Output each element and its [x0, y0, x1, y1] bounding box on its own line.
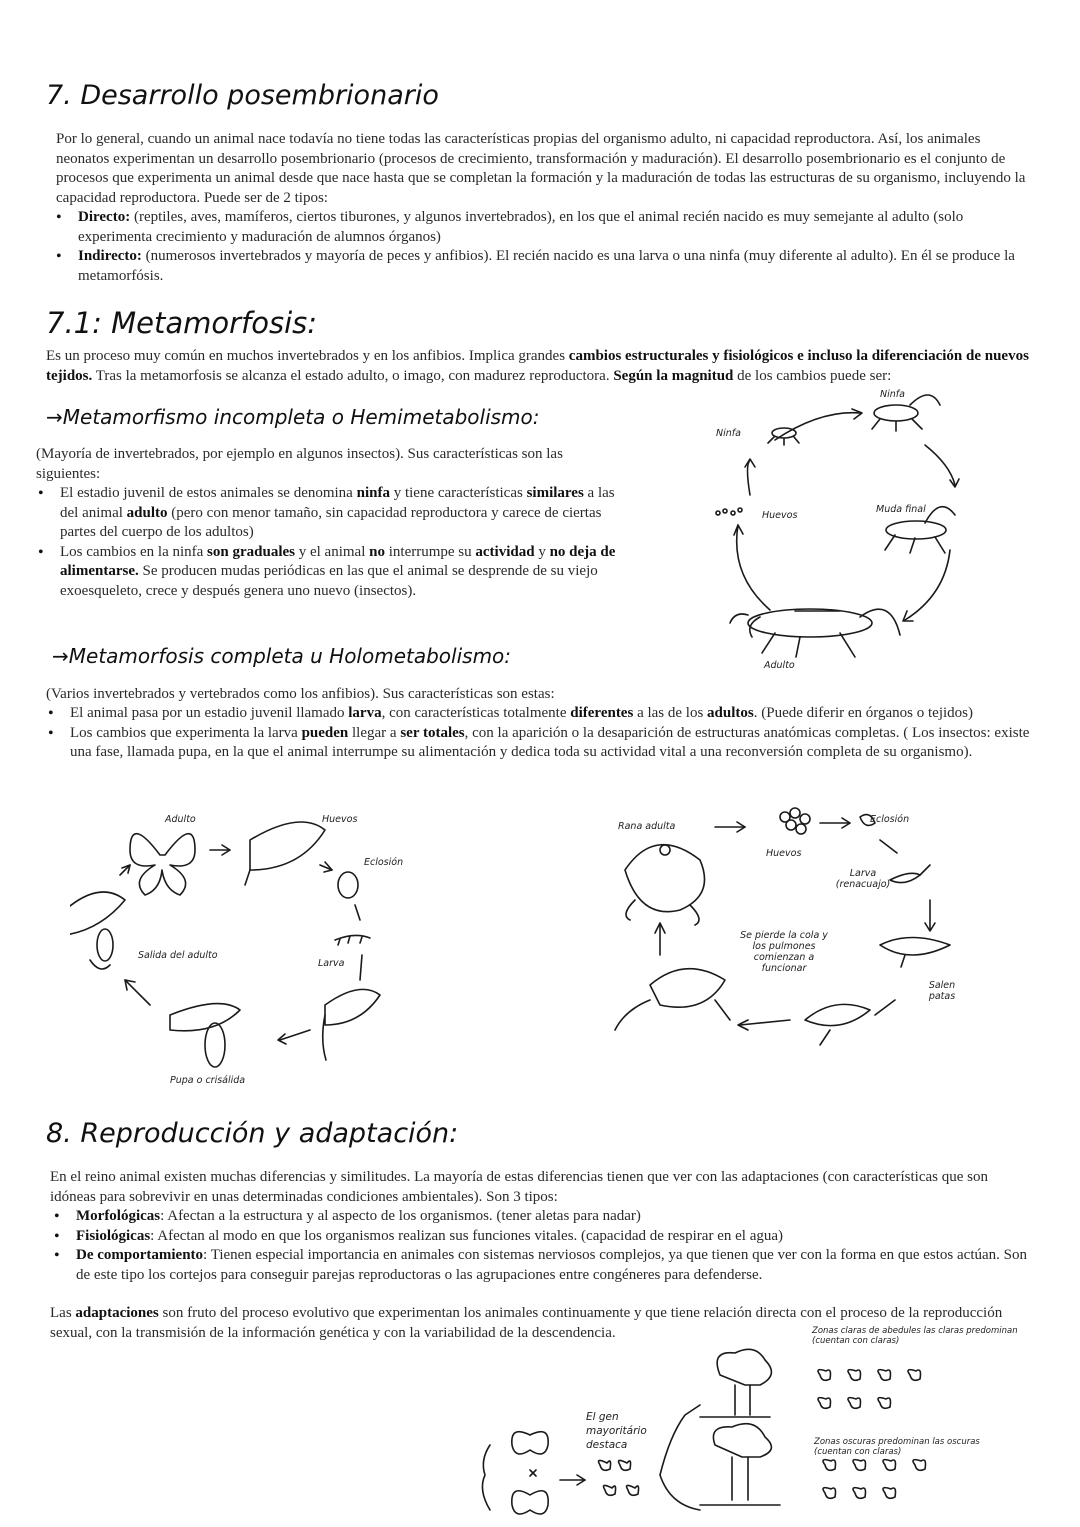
nymph-top-icon: [872, 395, 940, 431]
caterpillar-icon: [335, 935, 370, 945]
section-7-1-heading: 7.1: Metamorfosis:: [46, 306, 318, 340]
label-adulto: Adulto: [764, 660, 795, 671]
list-item-larva: • El animal pasa por un estadio juvenil llamado larva, con características totalmente diferentes a las de los adultos. (Puede diferir en órganos o tejidos): [44, 704, 1036, 724]
young-frog-icon: [615, 969, 730, 1030]
section-8-heading: 8. Reproducción y adaptación:: [46, 1118, 459, 1149]
list-item-morfologicas: • Morfológicas: Afectan a la estructura y al aspecto de los organismos. (tener aletas para nadar): [50, 1207, 1035, 1227]
label-zonas-oscuras: Zonas oscuras predominan las oscuras (cuentan con claras): [814, 1437, 980, 1457]
development-types-list: [52, 208, 1036, 286]
label-muda-final: Muda final: [876, 504, 926, 515]
leaf-caterpillar-icon: [323, 989, 380, 1060]
tree-dark-icon: [700, 1424, 780, 1505]
list-item-cambios-totales: • Los cambios que experimenta la larva pueden llegar a ser totales, con la aparición o la desaparición de estructuras anatómicas completas. ( Los insectos: existe una fase, llamada pupa, en la que el animal interrumpe su alimentación y dedica toda su actividad vital a una reconversión completa de su organismo).: [44, 724, 1036, 763]
tree-light-icon: [700, 1349, 771, 1417]
incomplete-metamorphosis-heading: →Metamorfismo incompleta o Hemimetabolismo:: [46, 405, 540, 429]
complete-features-list: [44, 704, 1036, 763]
leaf-eggs-icon: [245, 822, 325, 885]
adult-butterfly-icon: [130, 834, 195, 895]
label-frog-huevos: Huevos: [766, 848, 802, 859]
label-zonas-claras: Zonas claras de abedules las claras predominan (cuentan con claras): [812, 1326, 1018, 1346]
eggs-icon: [716, 508, 742, 515]
label-frog-eclosion: Eclosión: [870, 814, 910, 825]
complete-metamorphosis-heading: →Metamorfosis completa u Holometabolismo:: [52, 644, 512, 668]
label-frog-pierde: Se pierde la cola y los pulmones comienzan a funcionar: [740, 930, 828, 974]
adult-frog-icon: [625, 845, 705, 925]
label-ninfa-left: Ninfa: [716, 428, 741, 439]
pupa-icon: [170, 1004, 240, 1067]
froglet-icon: [805, 1004, 870, 1045]
label-ninfa-top: Ninfa: [880, 389, 905, 400]
section-8-paragraph: En el reino animal existen muchas diferencias y similitudes. La mayoría de estas diferencias tienen que ver con las adaptaciones (con características que son idóneas para sobrevivir en unas determinadas condiciones ambientales). Son 3 tipos:: [50, 1169, 988, 1205]
complete-intro: (Varios invertebrados y vertebrados como los anfibios). Sus características son estas:: [46, 686, 555, 702]
label-butterfly-larva: Larva: [318, 958, 345, 969]
moth-dark-icon: [512, 1491, 548, 1514]
list-item-directo: • Directo: (reptiles, aves, mamíferos, ciertos tiburones, y algunos invertebrados), en los que el animal recién nacido es muy semejante al adulto (solo experimenta crecimiento y maduración de alumnos órganos): [52, 208, 1036, 247]
label-butterfly-pupa: Pupa o crisálida: [170, 1075, 246, 1086]
list-item-fisiologicas: • Fisiológicas: Afectan al modo en que los organismos realizan sus funciones vitales. (capacidad de respirar en el agua): [50, 1227, 1035, 1247]
label-frog-rana: Rana adulta: [618, 821, 676, 832]
moth-light-icon: [512, 1432, 548, 1454]
tadpole-legs-icon: [880, 938, 950, 968]
emerging-adult-icon: [70, 892, 125, 969]
label-butterfly-salida: Salida del adulto: [138, 950, 218, 961]
section-7-heading: 7. Desarrollo posembrionario: [46, 80, 439, 111]
adaptation-diagram: [470, 1345, 1010, 1525]
moth-group-offspring-icon: [599, 1460, 639, 1495]
incomplete-intro: (Mayoría de invertebrados, por ejemplo en algunos insectos). Sus características son las siguientes:: [36, 446, 563, 482]
nymph-left-icon: [768, 428, 799, 445]
adult-grasshopper-icon: [730, 609, 900, 657]
label-frog-larva: Larva (renacuajo): [835, 868, 891, 890]
light-zone-moths-icon: [818, 1370, 921, 1409]
butterfly-cycle-diagram: [70, 810, 410, 1090]
list-item-cambios-graduales: • Los cambios en la ninfa son graduales y el animal no interrumpe su actividad y no deja de alimentarse. Se producen mudas periódicas en las que el animal se desprende de su viejo exoesqueleto, crece y después genera uno nuevo (insectos).: [34, 543, 624, 602]
list-item-comportamiento: • De comportamiento: Tienen especial importancia en animales con sistemas nerviosos complejos, ya que tienen que ver con la forma en que estos actúan. Son de este tipo los cortejos para conseguir parejas reproductoras o las agrupaciones entre congéneres para defenderse.: [50, 1246, 1035, 1285]
section-7-1-paragraph: Es un proceso muy común en muchos invertebrados y en los anfibios. Implica grandes cambios estructurales y fisiológicos e incluso la diferenciación de nuevos tejidos. Tras la metamorfosis se alcanza el estado adulto, o imago, con madurez reproductora. Según la magnitud de los cambios puede ser:: [46, 348, 1029, 384]
dark-zone-moths-icon: [823, 1460, 926, 1499]
label-gen-mayoritario: El gen mayoritário destaca: [586, 1411, 647, 1451]
label-frog-salen: Salen patas: [928, 980, 956, 1002]
hemimetabolism-cycle-diagram: [700, 385, 1030, 675]
list-item-indirecto: • Indirecto: (numerosos invertebrados y mayoría de peces y anfibios). El recién nacido es una larva o una ninfa (muy diferente al adulto). En él se produce la metamorfósis.: [52, 247, 1036, 286]
frog-eggs-icon: [780, 808, 810, 834]
adaptation-types-list: [50, 1207, 1035, 1285]
label-huevos: Huevos: [762, 510, 798, 521]
label-butterfly-eclosion: Eclosión: [364, 857, 404, 868]
label-butterfly-adulto: Adulto: [165, 814, 196, 825]
section-8-adaptations-paragraph: Las adaptaciones son fruto del proceso evolutivo que experimentan los animales continuamente y que tiene relación directa con el proceso de la reproducción sexual, con la transmisión de la información genética y con la variabilidad de la descendencia.: [50, 1305, 1003, 1341]
label-butterfly-huevos: Huevos: [322, 814, 358, 825]
incomplete-features-list: [34, 484, 624, 601]
section-7-paragraph: Por lo general, cuando un animal nace todavía no tiene todas las características propias del organismo adulto, ni capacidad reproductora. Así, los animales neonatos experimentan un desarrollo posembrionario (procesos de crecimiento, transformación y maduración). El desarrollo posembrionario es el conjunto de procesos que experimenta un animal desde que nace hasta que se completan la formación y la maduración de todas las estructuras de su organismo, incluyendo la capacidad reproductora. Puede ser de 2 tipos:: [56, 131, 1026, 206]
list-item-ninfa: • El estadio juvenil de estos animales se denomina ninfa y tiene características similares a las del animal adulto (pero con menor tamaño, sin capacidad reproductora y carece de ciertas partes del cuerpo de los adultos): [34, 484, 624, 543]
hatching-egg-icon: [338, 872, 358, 898]
